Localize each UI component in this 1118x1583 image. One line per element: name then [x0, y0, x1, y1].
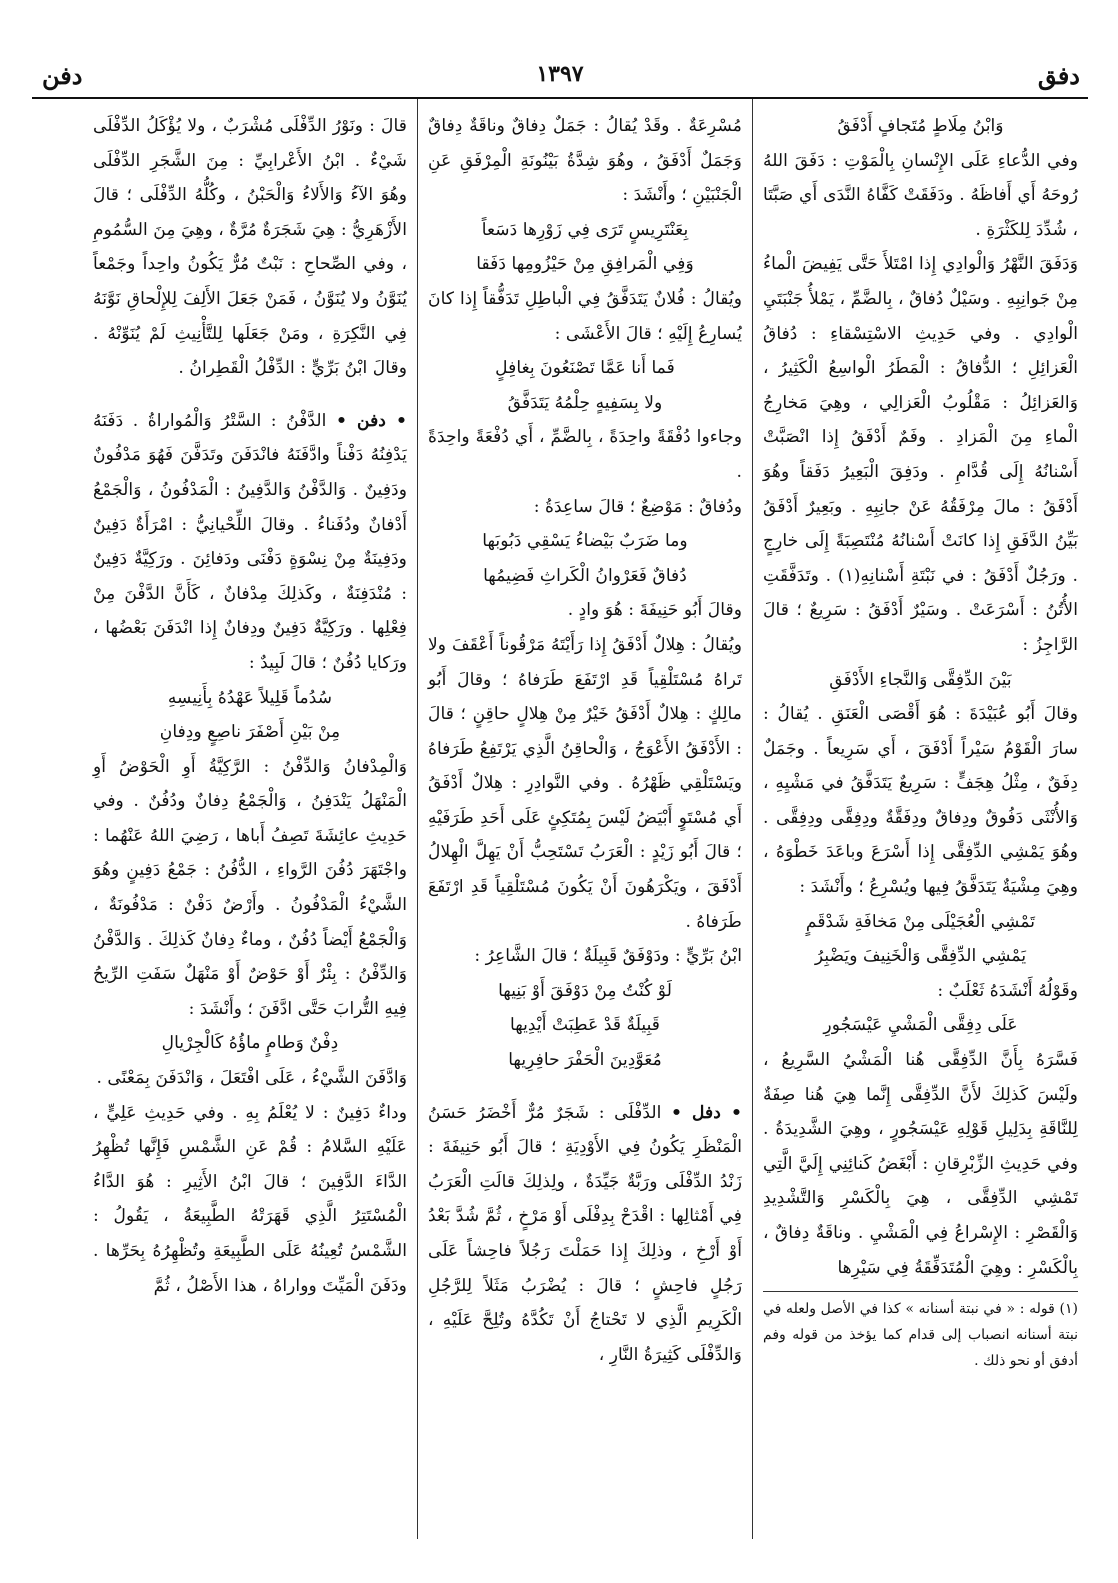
paragraph: ويُقالُ : فُلانٌ يَتَدَفَّقُ فِي الْباطِلِ تَدَفُّقاً إِذا كانَ يُسارِعُ إِلَيْهِ ؛ قالَ الأَعْشَى : [428, 288, 742, 344]
verse: بَيْنَ الدِّفِقَّى وَالنَّجاءِ الأَدْفَقِ [829, 669, 1012, 690]
verse: سُدُماً قَلِيلاً عَهْدُهُ بِأَنِيسِهِ [167, 687, 333, 708]
verse: عَلَى دِفِقَّى الْمَشْيِ عَيْسَجُورِ [823, 1015, 1018, 1036]
verse: مِنْ بَيْنِ أَصْفَرَ ناصِعٍ ودِفانِ [159, 722, 341, 743]
verse: تَمْشِي الْعُجَيْلَى مِنْ مَخافَةِ شَدْقَمٍ [805, 911, 1036, 932]
entry-paragraph [93, 404, 407, 681]
column-right [753, 99, 1088, 1539]
paragraph: وقالَ أَبُو حَنِيفَةَ : هُوَ وادٍ . [567, 600, 742, 621]
verse: فَما أَنا عَمَّا تَصْنَعُونَ بِغافِلٍ [495, 358, 675, 379]
header-right-word: دفق [1037, 61, 1080, 90]
paragraph: وَالْمِدْفانُ وَالدِّفْنُ : الرَّكِيَّةُ أَوِ الْحَوْضُ أَوِ الْمَنْهَلُ يَنْدَفِنُ ، وَالْجَمْعُ دِفانٌ ودُفُنٌ . وفي حَدِيثِ عائِشَةَ تَصِفُ أَباها ، رَضِيَ اللهُ عَنْهُما : واجْتَهَرَ دُفُنَ الرَّواءِ ، الدُّفُنُ : جَمْعُ دَفِينٍ وهُوَ الشَّيْءُ الْمَدْفُونُ . وأَرْضٌ دَفْنٌ : مَدْفُونَةٌ ، وَالْجَمْعُ أَيْضاً دُفُنٌ ، وماءٌ دِفانٌ كَذلِكَ . وَالدَّفْنُ وَالدِّفْنُ : بِئْرٌ أَوْ حَوْضٌ أَوْ مَنْهَلٌ سَفَتِ الرِّيحُ فِيهِ التُّرابَ حَتَّى ادَّفَنَ ؛ وأَنْشَدَ : [93, 756, 407, 1019]
paragraph: وقالَ أَبُو عُبَيْدَةَ : هُوَ أَقْصَى الْعَنَقِ . يُقالُ : سارَ الْقَوْمُ سَيْراً أَدْفَقَ ، أَي سَرِيعاً . وجَمَلٌ دِفَقٌ ، مِثْلُ هِجَفٍّ : سَرِيعٌ يَتَدَفَّقُ في مَشْيِهِ ، وَالأُنْثَى دَفُوقٌ ودِفاقٌ ودِفَقَّةٌ ودِفِقَّى ودِفِقَّى . وهُوَ يَمْشِي الدِّفِقَّى إِذا أَسْرَعَ وباعَدَ خَطْوَهُ ، وهِيَ مِشْيَةٌ يَتَدَفَّقُ فِيها ويُسْرِعُ ؛ وأَنْشَدَ : [763, 704, 1078, 898]
paragraph: وَادَّفَنَ الشَّيْءُ ، عَلَى افْتَعَلَ ، وَانْدَفَنَ بِمَعْنًى . [96, 1068, 407, 1089]
verse: بِعَنْتَرِيسٍ تَرَى فِي زَوْرِها دَسَعاً [481, 219, 689, 240]
verse: لَوْ كُنْتُ مِنْ دَوْفَقَ أَوْ بَنِيها [498, 980, 672, 1001]
paragraph: وقَوْلُهُ أَنْشَدَهُ ثَعْلَبٌ : [937, 980, 1078, 1001]
column-middle [418, 99, 753, 1539]
paragraph: قالَ : ونَوْرُ الدِّفْلَى مُشْرَبٌ ، ولا يُؤْكَلُ الدِّفْلَى شَيْءٌ . ابْنُ الأَعْرابِيِّ : مِنَ الشَّجَرِ الدِّفْلَى وهُوَ الآءُ وَالأَلاءُ وَالْحَبْنُ ، وكُلُّهُ الدِّفْلَى ؛ قالَ الأَزْهَرِيُّ : هِيَ شَجَرَةٌ مُرَّةٌ ، وهِيَ مِنَ السُّمُومِ ، وفي الصِّحاحِ : نَبْتٌ مُرٌّ يَكُونُ واحِداً وجَمْعاً يُنَوَّنُ ولا يُنَوَّنُ ، فَمَنْ جَعَلَ الأَلِفَ لِلإِلْحاقِ نَوَّنَهُ فِي النَّكِرَةِ ، ومَنْ جَعَلَها لِلتَّأْنِيثِ لَمْ يُنَوِّنْهُ . وقالَ ابْنُ بَرِّيٍّ : الدِّفْلُ الْقَطِرانُ . [93, 116, 407, 379]
verse: مُعَوَّدِينَ الْحَفْرَ حافِرِيها [508, 1050, 662, 1071]
verse: وما ضَرَبٌ بَيْضاءُ يَسْقِي دَبُوبَها [482, 531, 688, 552]
verse: يَمْشِي الدِّفِقَّى وَالْخَنِيفَ ويَضْبِرُ [814, 946, 1027, 967]
entry-heading: • دفل • [670, 1102, 743, 1123]
page-number: ١٣٩٧ [536, 61, 584, 87]
column-left [83, 99, 418, 1539]
paragraph: وداءٌ دَفِينٌ : لا يُعْلَمُ بِهِ . وفي حَدِيثِ عَلِيٍّ ، عَلَيْهِ السَّلامُ : قُمْ عَنِ الشَّمْسِ فَإِنَّها تُظْهِرُ الدَّاءَ الدَّفِينَ ؛ قالَ ابْنُ الأَثِيرِ : هُوَ الدَّاءُ الْمُسْتَتِرُ الَّذِي قَهَرَتْهُ الطَّبِيعَةُ ، يَقُولُ : الشَّمْسُ تُعِينُهُ عَلَى الطَّبِيعَةِ وتُظْهِرُهُ بِحَرِّها . ودَفَنَ الْمَيِّتَ وواراهُ ، هذا الأَصْلُ ، ثُمَّ [93, 1102, 407, 1296]
entry-heading: • دفن • [335, 410, 407, 431]
entry-body: الدَّفْنُ : السَّتْرُ وَالْمُواراةُ . دَفَنَهُ يَدْفِنُهُ دَفْناً وادَّفَنَهُ فانْدَفَنَ وتَدَفَّنَ فَهُوَ مَدْفُونٌ ودَفِينٌ . وَالدَّفْنُ وَالدَّفِينُ : الْمَدْفُونُ ، وَالْجَمْعُ أَدْفانٌ ودُفَناءُ . وقالَ اللِّحْيانِيُّ : امْرَأَةٌ دَفِينٌ ودَفِينَةٌ مِنْ نِسْوَةٍ دَفْنَى ودَفائِنَ . ورَكِيَّةٌ دَفِينٌ : مُنْدَفِنَةٌ ، وكَذلِكَ مِدْفانٌ ، كَأَنَّ الدَّفْنَ مِنْ فِعْلِها . ورَكِيَّةٌ دَفِينٌ ودِفانٌ إِذا انْدَفَنَ بَعْضُها ، ورَكايا دُفُنٌ ؛ قالَ لَبِيدٌ : [93, 410, 407, 673]
entry-paragraph [428, 1096, 742, 1373]
footnote-rule [763, 1291, 1078, 1292]
paragraph: ابْنُ بَرِّيٍّ : ودَوْفَقٌ قَبِيلَةٌ ؛ قالَ الشَّاعِرُ : [474, 946, 742, 967]
entry-spacer [93, 386, 407, 404]
verse: وَابْنُ مِلَاطٍ مُتَجافٍ أَدْفَقُ [837, 116, 1004, 136]
paragraph: وفي الدُّعاءِ عَلَى الإِنْسانِ بِالْمَوْتِ : دَفَقَ اللهُ رُوحَهُ أَي أَفاظَهُ . ودَفَقَتْ كَفَّاهُ النَّدَى أَي صَبَّتَا ، شُدِّدَ لِلكَثْرَةِ . [763, 150, 1078, 240]
footnote: (١) قوله : « في نبتة أسنانه » كذا في الأصل ولعله في نبتة أسنانه انصباب إلى قدام كما يؤخذ من قوله وفم أدفق أو نحو ذلك . [763, 1301, 1078, 1370]
page-header [32, 55, 1088, 95]
entry-body: الدِّفْلَى : شَجَرٌ مُرٌّ أَخْضَرُ حَسَنُ الْمَنْظَرِ يَكُونُ فِي الأَوْدِيَةِ ؛ قالَ أَبُو حَنِيفَةَ : زَنْدُ الدِّفْلَى ورَبَّةٌ جَيِّدَةٌ ، ولِذلِكَ قالَتِ الْعَرَبُ فِي أَمْثالِها : اقْدَحْ بِدِفْلَى أَوْ مَرْخٍ ، ثُمَّ شُدَّ بَعْدُ أَوْ أَرْخِ ، وذلِكَ إِذا حَمَلْتَ رَجُلاً فاحِشاً عَلَى رَجُلٍ فاحِشٍ ؛ قالَ : يُضْرَبُ مَثَلاً لِلرَّجُلِ الْكَرِيمِ الَّذِي لا تَحْتاجُ أَنْ تَكُدَّهُ وتُلِحَّ عَلَيْهِ ، وَالدِّفْلَى كَثِيرَةُ النَّارِ ، [428, 1102, 742, 1365]
paragraph: فَسَّرَهُ بِأَنَّ الدِّفِقَّى هُنا الْمَشْيُ السَّرِيعُ ، ولَيْسَ كَذلِكَ لأَنَّ الدِّفِقَّى إِنَّما هِيَ هُنا صِفَةٌ لِلنَّاقَةِ بِدَلِيلِ قَوْلِهِ عَيْسَجُورٍ ، وهِيَ الشَّدِيدَةُ . وفي حَدِيثِ الزِّبْرِقانِ : أَبْغَضُ كَنائِنِي إِلَيَّ الَّتِي تَمْشِي الدِّفِقَّى ، هِيَ بِالْكَسْرِ وَالتَّشْدِيدِ وَالْقَصْرِ : الإِسْراعُ فِي الْمَشْيِ . وناقَةٌ دِفاقٌ ، بِالْكَسْرِ : وهِيَ الْمُتَدَفِّقَةُ فِي سَيْرِها [763, 1050, 1078, 1278]
paragraph: ودُفاقٌ : مَوْضِعٌ ؛ قالَ ساعِدَةُ : [533, 496, 742, 517]
verse: دُفاقٌ فَعَرْوانُ الْكَراثِ فَضِيمُها [483, 565, 687, 586]
paragraph: ويُقالُ : هِلالٌ أَدْفَقُ إِذا رَأَيْتَهُ مَرْقُوناً أَعْقَفَ ولا تَراهُ مُسْتَلْقِياً قَدِ ارْتَفَعَ طَرَفاهُ ؛ وقالَ أَبُو مالِكٍ : هِلالٌ أَدْفَقُ خَيْرٌ مِنْ هِلالٍ حاقِنٍ ؛ قالَ : الأَدْفَقُ الأَعْوَجُ ، وَالْحاقِنُ الَّذِي يَرْتَفِعُ طَرَفاهُ ويَسْتَلْقِي ظَهْرُهُ . وفي النَّوادِرِ : هِلالٌ أَدْفَقُ أَي مُسْتَوٍ أَبْيَضُ لَيْسَ بِمُتَكِئٍ عَلَى أَحَدِ طَرَفَيْهِ ؛ قالَ أَبُو زَيْدٍ : الْعَرَبُ تَسْتَحِبُّ أَنْ يَهِلَّ الْهِلالُ أَدْفَقَ ، ويَكْرَهُونَ أَنْ يَكُونَ مُسْتَلْقِياً قَدِ ارْتَفَعَ طَرَفاهُ . [428, 634, 742, 932]
verse: وَفِي الْمَرافِقِ مِنْ حَيْزُومِها دَفَقا [476, 254, 694, 275]
paragraph: وَدَفَقَ النَّهْرُ وَالْوادِي إِذا امْتَلأَ حَتَّى يَفِيضَ الْماءُ مِنْ جَوانِبِهِ . وسَيْلٌ دُفاقٌ ، بِالضَّمِّ ، يَمْلأُ جَنْبَتَيِ الْوادِي . وفي حَدِيثِ الاسْتِسْقاءِ : دُفاقُ الْعَزائِلِ ؛ الدُّفاقُ : الْمَطَرُ الْواسِعُ الْكَثِيرُ ، وَالعَزائِلُ : مَقْلُوبُ الْعَزالِي ، وهِيَ مَخارِجُ الْماءِ مِنَ الْمَزادِ . وفَمٌ أَدْفَقُ إِذا انْصَبَّتْ أَسْنانُهُ إِلَى قُدَّامِ . ودَفِقَ الْبَعِيرُ دَفَقاً وهُوَ أَدْفَقُ : مالَ مِرْفَقُهُ عَنْ جانِبِهِ . وبَعِيرٌ أَدْفَقُ بَيِّنُ الدَّفَقِ إِذا كانَتْ أَسْنانُهُ مُنْتَصِبَةً إِلَى خارِجٍ . ورَجُلٌ أَدْفَقُ : في نَبْتَةِ أَسْنانِهِ(١) . وتَدَفَّقَتِ الأُتُنُ : أَسْرَعَتْ . وسَيْرٌ أَدْفَقُ : سَرِيعٌ ؛ قالَ الرَّاجِزُ : [763, 254, 1078, 655]
verse: ولا بِسَفِيهٍ حِلْمُهُ يَتَدَفَّقُ [507, 392, 663, 413]
verse: قَبِيلَةٌ قَدْ عَطِبَتْ أَيْدِيها [509, 1015, 661, 1036]
verse: دِفْنٌ وَطامٍ ماؤُهُ كَالْجِرْيالِ [161, 1033, 339, 1054]
paragraph: وجاءوا دُفْقَةً واحِدَةً ، بِالضَّمِّ ، أَي دُفْعَةً واحِدَةً . [428, 427, 742, 482]
entry-spacer [428, 1078, 742, 1096]
header-left-word: دفن [42, 61, 83, 90]
text-columns [32, 99, 1088, 1539]
paragraph: مُسْرِعَةٌ . وقَدْ يُقالُ : جَمَلٌ دِفاقٌ وناقَةٌ دِفاقٌ وَجَمَلٌ أَدْفَقُ ، وهُوَ شِدَّةُ بَيْنُونَةِ الْمِرْفَقِ عَنِ الْجَنْبَيْنِ ؛ وأَنْشَدَ : [428, 116, 742, 206]
